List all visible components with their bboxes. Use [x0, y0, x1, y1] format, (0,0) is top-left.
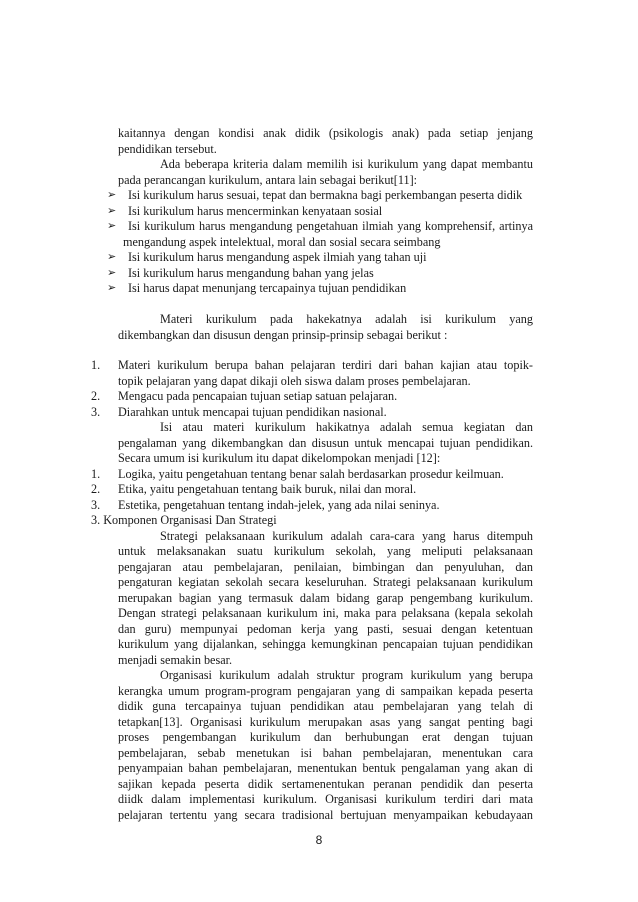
text-line: Logika, yaitu pengetahuan tentang benar salah berdasarkan prosedur keilmuan. [118, 467, 504, 481]
text-line: merupakan bagian yang termasuk dalam bidang garap pengembang kurikulum. [118, 591, 533, 605]
text-line: Organisasi kurikulum adalah struktur program kurikulum yang berupa [160, 668, 533, 682]
text-line: Materi kurikulum pada hakekatnya adalah isi kurikulum yang [160, 312, 533, 326]
text-line: 1. [91, 358, 101, 372]
text-line: pendidikan tersebut. [118, 142, 217, 156]
text-line: tetapkan[13]. Organisasi kurikulum merupakan asas yang sangat penting bagi [118, 715, 533, 729]
text-line: proses pengembangan kurikulum dan berhubungan erat dengan tujuan [118, 730, 533, 744]
page-number: 8 [315, 833, 323, 847]
text-line: pada perancangan kurikulum, antara lain sebagai berikut[11]: [118, 173, 418, 187]
text-line: Secara umum isi kurikulum itu dapat dikelompokan menjadi [12]: [118, 451, 441, 465]
text-line: 2. [91, 482, 101, 496]
text-line: pelajaran tertentu yang secara tradisional bertujuan menyampaikan kebudayaan [118, 808, 533, 822]
text-line: Isi kurikulum harus mengandung bahan yang jelas [128, 266, 374, 280]
text-line: didik guna tercapainya tujuan pendidikan atau pembelajaran yang telah di [118, 699, 533, 713]
bullet-arrow-icon: ➢ [107, 282, 117, 294]
text-line: Isi kurikulum harus mengandung pengetahuan ilmiah yang komprehensif, artinya [128, 219, 533, 233]
text-line: diidk dalam implementasi kurikulum. Organisasi kurikulum terdiri dari mata [118, 792, 533, 806]
text-line: sajikan kepada peserta didik sertamenentukan peranan pendidik dan peserta [118, 777, 533, 791]
text-line: 3. Komponen Organisasi Dan Strategi [91, 513, 277, 527]
text-line: Mengacu pada pencapaian tujuan setiap satuan pelajaran. [118, 389, 398, 403]
text-line: kerangka umum program-program pengajaran yang di sampaikan kepada peserta [118, 684, 533, 698]
text-line: Estetika, pengetahuan tentang indah-jelek, yang ada nilai seninya. [118, 498, 440, 512]
text-line: pengajaran atau pembelajaran, penilaian, bimbingan dan penyuluhan, dan [118, 560, 533, 574]
bullet-arrow-icon: ➢ [107, 267, 117, 279]
bullet-arrow-icon: ➢ [107, 189, 117, 201]
text-line: Isi kurikulum harus mengandung aspek ilmiah yang tahan uji [128, 250, 427, 264]
text-line: mengandung aspek intelektual, moral dan sosial secara seimbang [123, 235, 441, 249]
bullet-arrow-icon: ➢ [107, 251, 117, 263]
text-line: kaitannya dengan kondisi anak didik (psikologis anak) pada setiap jenjang [118, 126, 533, 140]
text-line: 2. [91, 389, 101, 403]
text-line: menjadi semakin besar. [118, 653, 233, 667]
text-line: pembelajaran, sebab menetukan isi bahan pembelajaran, menentukan cara [118, 746, 533, 760]
text-line: topik pelajaran yang dapat dikaji oleh siswa dalam proses pembelajaran. [118, 374, 471, 388]
text-line: Isi atau materi kurikulum hakikatnya adalah semua kegiatan dan [160, 420, 533, 434]
text-line: Etika, yaitu pengetahuan tentang baik buruk, nilai dan moral. [118, 482, 417, 496]
text-line: dan guru) mempunyai pedoman kerja yang pasti, sesuai dengan ketentuan [118, 622, 533, 636]
text-line: pengalaman yang dikembangkan dan disusun untuk mencapai tujuan pendidikan. [118, 436, 533, 450]
text-line: pengaturan kegiatan sekolah secara keseluruhan. Strategi pelaksanaan kurikulum [118, 575, 533, 589]
text-line: Isi harus dapat menunjang tercapainya tujuan pendidikan [128, 281, 407, 295]
text-line: Diarahkan untuk mencapai tujuan pendidikan nasional. [118, 405, 387, 419]
text-line: 1. [91, 467, 101, 481]
text-line: 3. [91, 405, 101, 419]
text-line: 3. [91, 498, 101, 512]
text-line: Isi kurikulum harus mencerminkan kenyataan sosial [128, 204, 383, 218]
text-line: Dengan strategi pelaksanaan kurikulum ini, maka para pelaksana (kepala sekolah [118, 606, 533, 620]
text-line: penyampaian bahan pembelajaran, menentukan bentuk pengalaman yang akan di [118, 761, 533, 775]
text-line: Ada beberapa kriteria dalam memilih isi kurikulum yang dapat membantu [160, 157, 533, 171]
text-line: kurikulum yang dijalankan, sehingga kemungkinan pencapaian tujuan pendidikan [118, 637, 533, 651]
text-line: Isi kurikulum harus sesuai, tepat dan bermakna bagi perkembangan peserta didik [128, 188, 523, 202]
bullet-arrow-icon: ➢ [107, 205, 117, 217]
text-line: Strategi pelaksanaan kurikulum adalah cara-cara yang harus ditempuh [160, 529, 533, 543]
text-line: untuk melaksanakan suatu kurikulum sekolah, yang meliputi pelaksanaan [118, 544, 533, 558]
text-line: dikembangkan dan disusun dengan prinsip-prinsip sebagai berikut : [118, 328, 448, 342]
text-line: Materi kurikulum berupa bahan pelajaran terdiri dari bahan kajian atau topik- [118, 358, 533, 372]
bullet-arrow-icon: ➢ [107, 220, 117, 232]
